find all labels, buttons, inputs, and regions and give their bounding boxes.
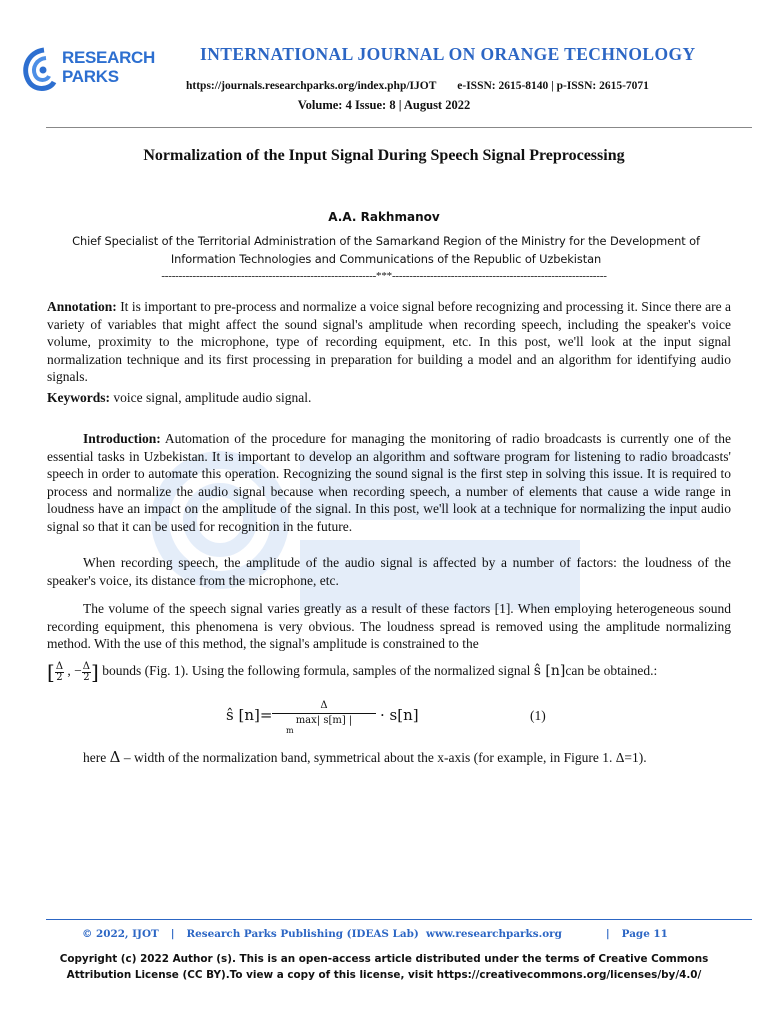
license-line-1: Copyright (c) 2022 Author (s). This is an open-access article distributed under the terms of Creative Commons xyxy=(59,953,709,965)
journal-url[interactable]: https://journals.researchparks.org/index.php/IJOT xyxy=(186,80,437,92)
journal-title: INTERNATIONAL JOURNAL ON ORANGE TECHNOLOGY xyxy=(200,44,696,64)
keywords xyxy=(47,389,731,407)
license-notice xyxy=(0,951,768,983)
equation-rhs: · s[n] xyxy=(380,706,419,724)
delta-explanation: here Δ – width of the normalization band, symmetrical about the x-axis (for example, in Figure 1. Δ=1). xyxy=(83,748,647,766)
keywords-text: voice signal, amplitude audio signal. xyxy=(110,390,312,405)
author-name: A.A. Rakhmanov xyxy=(328,210,440,224)
logo-text: RESEARCH PARKS xyxy=(62,48,156,86)
abstract-text: It is important to pre-process and normalize a voice signal before recognizing and processing it. Since there are a variety of variables that might affect the sound signal's amplitude when recording speech, including the speaker's voice volume, proximity to the microphone, type of recording equipment, etc. In this post, we'll look at the input signal normalization technique and its first processing in preparation for building a model and an algorithm for identifying audio signals. xyxy=(47,299,731,385)
bounds-fraction-2: $\frac{\Delta}{2}$ xyxy=(82,660,91,683)
equation-number: (1) xyxy=(530,708,546,723)
author-affiliation: Chief Specialist of the Territorial Administration of the Samarkand Region of the Ministry for the Development of Information Technologies and Communications of the Republic of Uzbekistan xyxy=(72,234,700,266)
paper-title: Normalization of the Input Signal During Speech Signal Preprocessing xyxy=(143,147,625,164)
body-paragraph-2: When recording speech, the amplitude of the audio signal is affected by a number of factors: the loudness of the speaker's voice, its distance from the microphone, etc. xyxy=(47,555,731,588)
introduction-label: Introduction: xyxy=(83,431,161,446)
equation-1 xyxy=(226,700,566,740)
footer-publisher: Research Parks Publishing (IDEAS Lab) xyxy=(186,928,419,940)
section-separator: --------------------------------------------------------------***-------------------------------------------------------------- xyxy=(161,270,607,282)
introduction-paragraph xyxy=(47,430,731,536)
introduction-text: Automation of the procedure for managing the monitoring of radio broadcasts is currently one of the essential tasks in Uzbekistan. It is important to develop an algorithm and software program for listening to radio broadcasts' speech in order to automate this operation. Recognizing the sound signal is the first step in solving this issue. It is required to process and normalize the audio signal because when recording speech, a number of elements that cause a wide range in loudness have an impact on the amplitude of the signal. In this post, we'll look at a technique for normalizing the input audio signal so that it can be used for recognition in the future. xyxy=(47,431,731,534)
journal-issn: e-ISSN: 2615-8140 | p-ISSN: 2615-7071 xyxy=(457,80,649,92)
research-parks-swirl-icon xyxy=(20,46,60,94)
footer-copyright: © 2022, IJOT xyxy=(82,928,159,940)
equation-denominator: max| s[m] | m xyxy=(286,715,353,735)
equation-numerator: Δ xyxy=(272,700,376,714)
license-line-2[interactable]: Attribution License (CC BY).To view a copy of this license, visit https://creativecommons.org/licenses/by/4.0/ xyxy=(66,969,702,981)
footer-bar: © 2022, IJOT | Research Parks Publishing (IDEAS Lab) www.researchparks.org | Page 11 xyxy=(82,928,668,940)
abstract-label: Annotation: xyxy=(47,299,117,314)
research-parks-logo xyxy=(20,46,156,96)
bounds-fraction-1: $\frac{\Delta}{2}$ xyxy=(55,660,64,683)
footer-divider xyxy=(46,919,752,920)
equation-fraction xyxy=(272,700,376,735)
header-divider xyxy=(46,127,752,128)
bounds-line: [ $\frac{\Delta}{2}$ , − $\frac{\Delta}{2}$ ] bounds (Fig. 1). Using the following formula, samples of the normalized signal ŝ [n]can be obtained.: xyxy=(47,660,658,684)
journal-meta xyxy=(186,80,667,92)
abstract xyxy=(47,298,731,386)
body-paragraph-3: The volume of the speech signal varies greatly as a result of these factors [1]. When employing heterogeneous sound recording equipment, this phenomena is very obvious. The loudness spread is removed using the amplitude normalizing method. With the use of this method, the signal's amplitude is constrained to the xyxy=(47,601,731,652)
normalized-signal-symbol: ŝ [n] xyxy=(533,663,566,680)
equation-lhs: ŝ [n]= xyxy=(226,706,273,724)
footer-website[interactable]: www.researchparks.org xyxy=(426,928,562,940)
footer-page-number: Page 11 xyxy=(621,928,668,940)
bounds-text: bounds (Fig. 1). Using the following formula, samples of the normalized signal xyxy=(98,663,534,679)
bounds-tail: can be obtained.: xyxy=(565,663,658,679)
volume-info: Volume: 4 Issue: 8 | August 2022 xyxy=(297,98,471,112)
keywords-label: Keywords: xyxy=(47,390,110,405)
